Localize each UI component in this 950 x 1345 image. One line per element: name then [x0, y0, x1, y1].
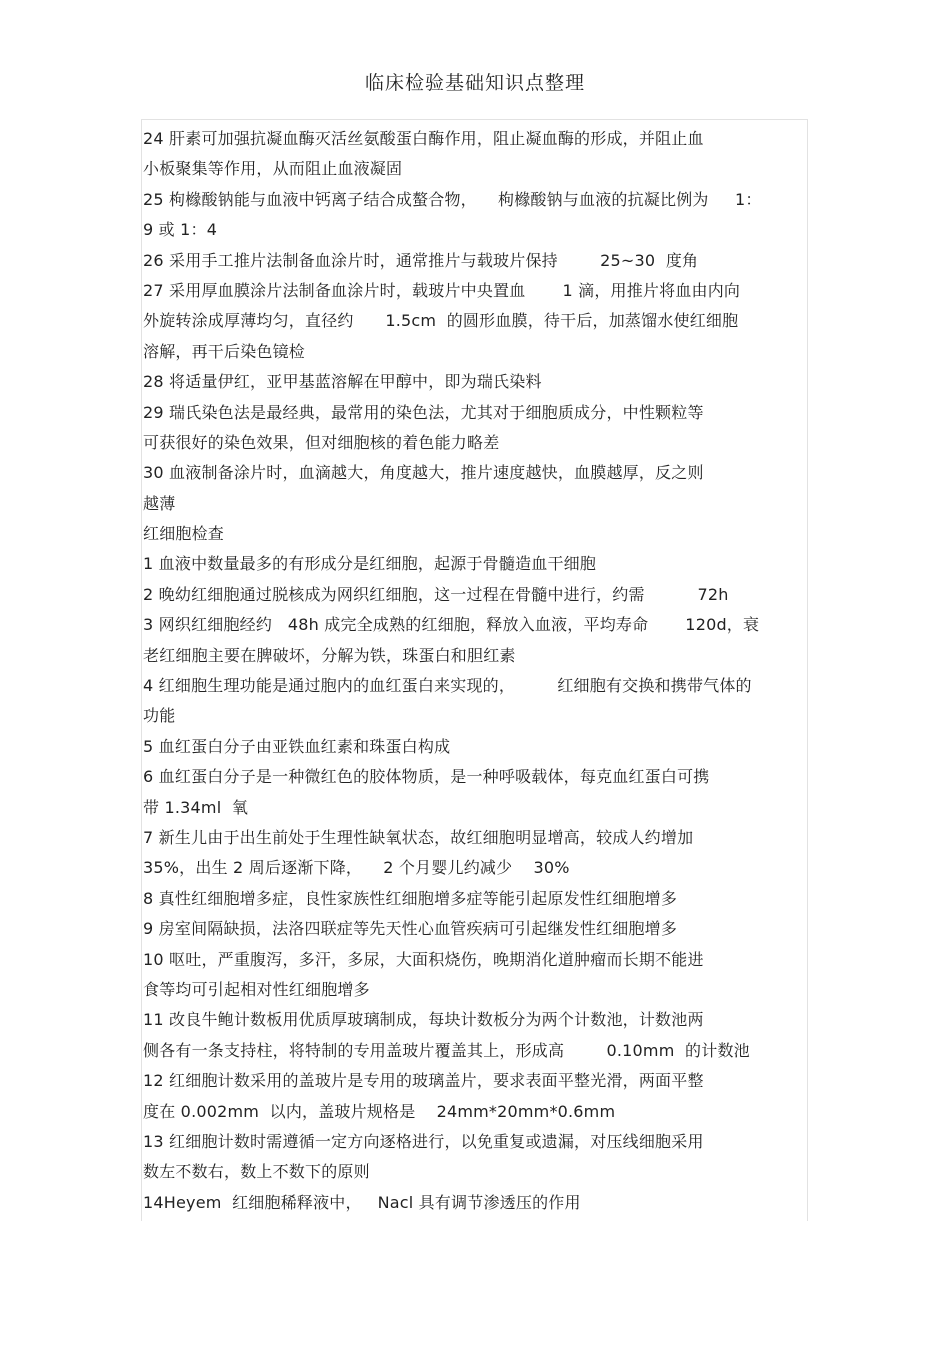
paragraph — [143, 884, 807, 914]
text-line: 11 改良牛鲍计数板用优质厚玻璃制成，每块计数板分为两个计数池，计数池两 — [143, 1010, 704, 1030]
paragraph — [143, 671, 807, 732]
text-line: 7 新生儿由于出生前处于生理性缺氧状态，故红细胞明显增高，较成人约增加 — [143, 827, 694, 847]
text-line: 数左不数右，数上不数下的原则 — [143, 1162, 370, 1182]
text-line: 24 肝素可加强抗凝血酶灭活丝氨酸蛋白酶作用，阻止凝血酶的形成，并阻止血 — [143, 129, 704, 148]
paragraph — [143, 914, 807, 944]
paragraph — [143, 124, 807, 185]
paragraph — [143, 1188, 807, 1218]
text-line: 12 红细胞计数采用的盖玻片是专用的玻璃盖片，要求表面平整光滑，两面平整 — [143, 1071, 704, 1091]
text-line: 28 将适量伊红，亚甲基蓝溶解在甲醇中，即为瑞氏染料 — [143, 372, 542, 392]
text-line: 25 枸橼酸钠能与血液中钙离子结合成螯合物， 枸橼酸钠与血液的抗凝比例为 1： — [143, 189, 762, 209]
paragraph — [143, 580, 807, 610]
text-line: 35%，出生 2 周后逐渐下降， 2 个月婴儿约减少 30% — [143, 858, 570, 878]
text-line: 功能 — [143, 706, 176, 726]
text-line: 30 血液制备涂片时，血滴越大，角度越大，推片速度越快，血膜越厚，反之则 — [143, 463, 704, 483]
paragraph — [143, 398, 807, 459]
paragraph — [143, 1066, 807, 1127]
paragraph — [143, 823, 807, 884]
text-line: 14Heyem 红细胞稀释液中， Nacl 具有调节渗透压的作用 — [143, 1192, 581, 1212]
text-line: 越薄 — [143, 493, 176, 513]
paragraph — [143, 762, 807, 823]
paragraph — [143, 367, 807, 397]
text-line: 可获很好的染色效果，但对细胞核的着色能力略差 — [143, 432, 500, 452]
text-line: 29 瑞氏染色法是最经典，最常用的染色法，尤其对于细胞质成分，中性颗粒等 — [143, 402, 704, 422]
text-line: 带 1.34ml 氧 — [143, 797, 249, 817]
paragraph — [143, 185, 807, 246]
section-heading — [143, 519, 807, 549]
paragraph — [143, 549, 807, 579]
text-line: 9 或 1：4 — [143, 220, 218, 240]
paragraph — [143, 610, 807, 671]
paragraph — [143, 246, 807, 276]
text-line: 8 真性红细胞增多症，良性家族性红细胞增多症等能引起原发性红细胞增多 — [143, 888, 678, 908]
paragraph — [143, 945, 807, 1006]
text-line: 2 晚幼红细胞通过脱核成为网织红细胞，这一过程在骨髓中进行，约需 72h — [143, 584, 729, 604]
text-line: 13 红细胞计数时需遵循一定方向逐格进行，以免重复或遗漏，对压线细胞采用 — [143, 1131, 704, 1151]
paragraph — [143, 458, 807, 519]
text-line: 6 血红蛋白分子是一种微红色的胶体物质，是一种呼吸载体，每克血红蛋白可携 — [143, 767, 710, 787]
paragraph — [143, 1127, 807, 1188]
paragraph — [143, 276, 807, 367]
paragraph — [143, 1005, 807, 1066]
text-line: 老红细胞主要在脾破坏，分解为铁，珠蛋白和胆红素 — [143, 645, 516, 665]
text-line: 溶解，再干后染色镜检 — [143, 341, 306, 361]
text-line: 外旋转涂成厚薄均匀，直径约 1.5cm 的圆形血膜，待干后，加蒸馏水使红细胞 — [143, 311, 739, 331]
text-line: 红细胞检查 — [143, 524, 225, 544]
text-line: 27 采用厚血膜涂片法制备血涂片时，载玻片中央置血 1 滴，用推片将血由内向 — [143, 280, 741, 300]
text-line: 侧各有一条支持柱，将特制的专用盖玻片覆盖其上，形成高 0.10mm 的计数池 — [143, 1040, 750, 1060]
text-line: 食等均可引起相对性红细胞增多 — [143, 979, 370, 999]
document-body — [143, 124, 807, 1218]
text-line: 1 血液中数量最多的有形成分是红细胞，起源于骨髓造血干细胞 — [143, 554, 597, 574]
text-line: 度在 0.002mm 以内，盖玻片规格是 24mm*20mm*0.6mm — [143, 1101, 616, 1121]
page-title: 临床检验基础知识点整理 — [364, 72, 585, 94]
text-line: 小板聚集等作用，从而阻止血液凝固 — [143, 159, 403, 179]
text-line: 5 血红蛋白分子由亚铁血红素和珠蛋白构成 — [143, 736, 451, 756]
text-line: 4 红细胞生理功能是通过胞内的血红蛋白来实现的， 红细胞有交换和携带气体的 — [143, 676, 752, 696]
paragraph — [143, 732, 807, 762]
text-line: 26 采用手工推片法制备血涂片时，通常推片与载玻片保持 25~30 度角 — [143, 250, 699, 270]
text-line: 3 网织红细胞经约 48h 成完全成熟的红细胞，释放入血液，平均寿命 120d，衰 — [143, 615, 760, 635]
text-line: 9 房室间隔缺损，法洛四联症等先天性心血管疾病可引起继发性红细胞增多 — [143, 919, 678, 939]
text-line: 10 呕吐，严重腹泻，多汗，多尿，大面积烧伤，晚期消化道肿瘤而长期不能进 — [143, 949, 704, 969]
